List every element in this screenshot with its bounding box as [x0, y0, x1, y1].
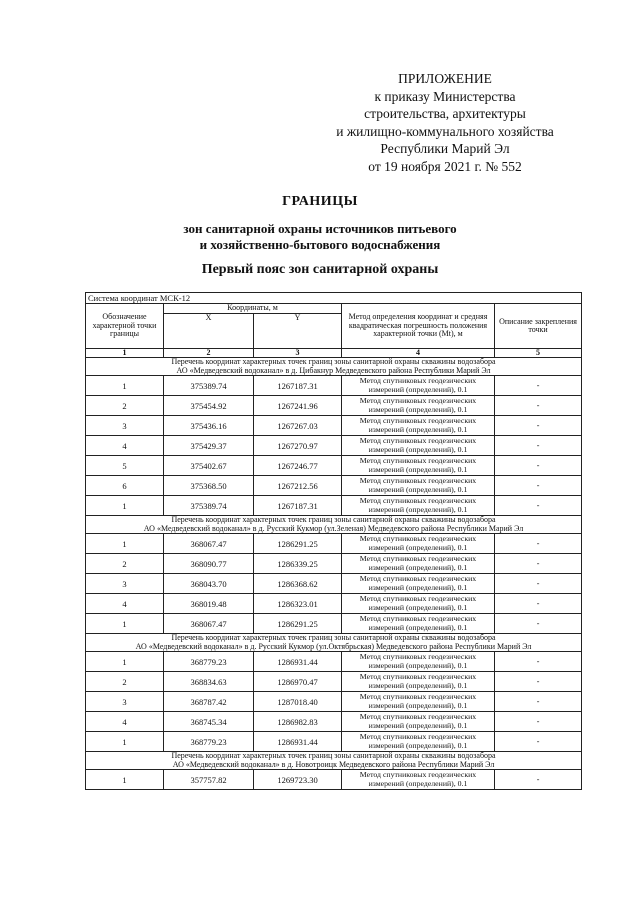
section-header-row	[86, 358, 582, 376]
x-coordinate-cell: 357757.82	[164, 770, 254, 790]
y-coordinate-cell: 1286982.83	[254, 712, 342, 732]
method-cell: Метод спутниковых геодезических измерений (определений), 0.1	[342, 376, 495, 396]
appendix-line: и жилищно-коммунального хозяйства	[336, 123, 554, 139]
section-title-line-2: АО «Медведевский водоканал» в д. Русский Кукмор (ул.Октябрьская) Медведевского района Республики Марий Эл	[135, 641, 532, 651]
point-id-cell: 3	[86, 416, 164, 436]
section-title-line-1: Перечень координат характерных точек границ зоны санитарной охраны скважины водозабора	[171, 751, 496, 760]
x-coordinate-cell: 375454.92	[164, 396, 254, 416]
description-cell: -	[495, 672, 582, 692]
y-coordinate-cell: 1267187.31	[254, 376, 342, 396]
description-cell: -	[495, 692, 582, 712]
appendix-line: от 19 ноября 2021 г. № 552	[368, 158, 522, 174]
subtitle-line-1: зон санитарной охраны источников питьевого	[183, 221, 457, 236]
description-cell: -	[495, 652, 582, 672]
x-coordinate-cell: 368745.34	[164, 712, 254, 732]
section-title-line-1: Перечень координат характерных точек границ зоны санитарной охраны скважины водозабора	[171, 633, 496, 642]
description-cell: -	[495, 712, 582, 732]
column-number: 2	[164, 349, 254, 358]
point-id-cell: 4	[86, 712, 164, 732]
point-id-cell: 2	[86, 554, 164, 574]
section-title-line-1: Перечень координат характерных точек границ зоны санитарной охраны скважины водозабора	[171, 515, 496, 524]
table-row	[86, 554, 582, 574]
y-coordinate-cell: 1267246.77	[254, 456, 342, 476]
belt-heading: Первый пояс зон санитарной охраны	[201, 262, 439, 277]
table-row	[86, 692, 582, 712]
header-method: Метод определения координат и средняя квадратическая погрешность положения характерной точки (Mt), м	[342, 304, 495, 349]
section-title	[86, 516, 582, 534]
y-coordinate-cell: 1267187.31	[254, 496, 342, 516]
method-cell: Метод спутниковых геодезических измерений (определений), 0.1	[342, 692, 495, 712]
column-number: 3	[254, 349, 342, 358]
x-coordinate-cell: 368043.70	[164, 574, 254, 594]
y-coordinate-cell: 1267270.97	[254, 436, 342, 456]
table-row	[86, 496, 582, 516]
y-coordinate-cell: 1287018.40	[254, 692, 342, 712]
section-title	[86, 358, 582, 376]
description-cell: -	[495, 396, 582, 416]
point-id-cell: 4	[86, 436, 164, 456]
description-cell: -	[495, 534, 582, 554]
description-cell: -	[495, 376, 582, 396]
y-coordinate-cell: 1269723.30	[254, 770, 342, 790]
appendix-line: строительства, архитектуры	[364, 106, 526, 121]
appendix-block	[300, 70, 590, 175]
appendix-line: Республики Марий Эл	[380, 141, 510, 156]
point-id-cell: 1	[86, 732, 164, 752]
description-cell: -	[495, 416, 582, 436]
point-id-cell: 4	[86, 594, 164, 614]
y-coordinate-cell: 1286323.01	[254, 594, 342, 614]
x-coordinate-cell: 375389.74	[164, 496, 254, 516]
x-coordinate-cell: 368779.23	[164, 732, 254, 752]
table-row	[86, 436, 582, 456]
table-row	[86, 770, 582, 790]
section-title-line-2: АО «Медведевский водоканал» в д. Цибакнур Медведевского района Республики Марий Эл	[176, 365, 491, 375]
point-id-cell: 2	[86, 396, 164, 416]
header-coordinates: Координаты, м	[164, 304, 342, 314]
method-cell: Метод спутниковых геодезических измерений (определений), 0.1	[342, 416, 495, 436]
description-cell: -	[495, 594, 582, 614]
point-id-cell: 1	[86, 376, 164, 396]
method-cell: Метод спутниковых геодезических измерений (определений), 0.1	[342, 574, 495, 594]
method-cell: Метод спутниковых геодезических измерений (определений), 0.1	[342, 712, 495, 732]
point-id-cell: 6	[86, 476, 164, 496]
y-coordinate-cell: 1267212.56	[254, 476, 342, 496]
section-title	[86, 634, 582, 652]
x-coordinate-cell: 375402.67	[164, 456, 254, 476]
section-title-line-1: Перечень координат характерных точек границ зоны санитарной охраны скважины водозабора	[171, 357, 496, 366]
description-cell: -	[495, 614, 582, 634]
method-cell: Метод спутниковых геодезических измерений (определений), 0.1	[342, 534, 495, 554]
x-coordinate-cell: 375429.37	[164, 436, 254, 456]
table-row	[86, 396, 582, 416]
point-id-cell: 5	[86, 456, 164, 476]
y-coordinate-cell: 1286291.25	[254, 534, 342, 554]
y-coordinate-cell: 1286368.62	[254, 574, 342, 594]
table-row	[86, 574, 582, 594]
column-number: 4	[342, 349, 495, 358]
description-cell: -	[495, 476, 582, 496]
appendix-line: к приказу Министерства	[374, 88, 516, 104]
document-subtitle	[0, 221, 640, 253]
point-id-cell: 1	[86, 770, 164, 790]
x-coordinate-cell: 375368.50	[164, 476, 254, 496]
table-row	[86, 652, 582, 672]
section-header-row	[86, 634, 582, 652]
description-cell: -	[495, 554, 582, 574]
method-cell: Метод спутниковых геодезических измерений (определений), 0.1	[342, 672, 495, 692]
method-cell: Метод спутниковых геодезических измерений (определений), 0.1	[342, 770, 495, 790]
table-row	[86, 416, 582, 436]
description-cell: -	[495, 436, 582, 456]
description-cell: -	[495, 732, 582, 752]
y-coordinate-cell: 1286291.25	[254, 614, 342, 634]
method-cell: Метод спутниковых геодезических измерений (определений), 0.1	[342, 476, 495, 496]
table-row	[86, 614, 582, 634]
subtitle-line-2: и хозяйственно-бытового водоснабжения	[199, 237, 441, 252]
table-row	[86, 732, 582, 752]
column-number: 5	[495, 349, 582, 358]
method-cell: Метод спутниковых геодезических измерений (определений), 0.1	[342, 396, 495, 416]
header-x: X	[164, 314, 254, 349]
column-number: 1	[86, 349, 164, 358]
y-coordinate-cell: 1286970.47	[254, 672, 342, 692]
method-cell: Метод спутниковых геодезических измерений (определений), 0.1	[342, 496, 495, 516]
y-coordinate-cell: 1286931.44	[254, 652, 342, 672]
section-title	[86, 752, 582, 770]
x-coordinate-cell: 375389.74	[164, 376, 254, 396]
y-coordinate-cell: 1286339.25	[254, 554, 342, 574]
y-coordinate-cell: 1267267.03	[254, 416, 342, 436]
point-id-cell: 1	[86, 496, 164, 516]
table-row	[86, 672, 582, 692]
x-coordinate-cell: 368067.47	[164, 614, 254, 634]
section-header-row	[86, 516, 582, 534]
y-coordinate-cell: 1286931.44	[254, 732, 342, 752]
point-id-cell: 1	[86, 614, 164, 634]
description-cell: -	[495, 574, 582, 594]
x-coordinate-cell: 368067.47	[164, 534, 254, 554]
point-id-cell: 2	[86, 672, 164, 692]
table-row	[86, 712, 582, 732]
x-coordinate-cell: 368787.42	[164, 692, 254, 712]
method-cell: Метод спутниковых геодезических измерений (определений), 0.1	[342, 732, 495, 752]
method-cell: Метод спутниковых геодезических измерений (определений), 0.1	[342, 614, 495, 634]
document-title: ГРАНИЦЫ	[282, 194, 358, 209]
description-cell: -	[495, 770, 582, 790]
point-id-cell: 3	[86, 692, 164, 712]
method-cell: Метод спутниковых геодезических измерений (определений), 0.1	[342, 554, 495, 574]
table-row	[86, 476, 582, 496]
y-coordinate-cell: 1267241.96	[254, 396, 342, 416]
point-id-cell: 3	[86, 574, 164, 594]
table-row	[86, 534, 582, 554]
section-title-line-2: АО «Медведевский водоканал» в д. Новотроицк Медведевского района Республики Марий Эл	[172, 759, 495, 769]
section-title-line-2: АО «Медведевский водоканал» в д. Русский Кукмор (ул.Зеленая) Медведевского района Республики Марий Эл	[143, 523, 524, 533]
header-y: Y	[254, 314, 342, 349]
point-id-cell: 1	[86, 534, 164, 554]
method-cell: Метод спутниковых геодезических измерений (определений), 0.1	[342, 456, 495, 476]
method-cell: Метод спутниковых геодезических измерений (определений), 0.1	[342, 652, 495, 672]
header-designation: Обозначение характерной точки границы	[86, 304, 164, 349]
table-row	[86, 594, 582, 614]
method-cell: Метод спутниковых геодезических измерений (определений), 0.1	[342, 594, 495, 614]
section-header-row	[86, 752, 582, 770]
coordinate-system: Система координат МСК-12	[86, 293, 582, 304]
x-coordinate-cell: 368019.48	[164, 594, 254, 614]
x-coordinate-cell: 368090.77	[164, 554, 254, 574]
x-coordinate-cell: 375436.16	[164, 416, 254, 436]
point-id-cell: 1	[86, 652, 164, 672]
table-row	[86, 456, 582, 476]
description-cell: -	[495, 456, 582, 476]
x-coordinate-cell: 368834.63	[164, 672, 254, 692]
appendix-line: ПРИЛОЖЕНИЕ	[398, 71, 492, 86]
table-row	[86, 376, 582, 396]
header-description: Описание закрепления точки	[495, 304, 582, 349]
x-coordinate-cell: 368779.23	[164, 652, 254, 672]
method-cell: Метод спутниковых геодезических измерений (определений), 0.1	[342, 436, 495, 456]
description-cell: -	[495, 496, 582, 516]
coordinates-table	[85, 292, 582, 790]
